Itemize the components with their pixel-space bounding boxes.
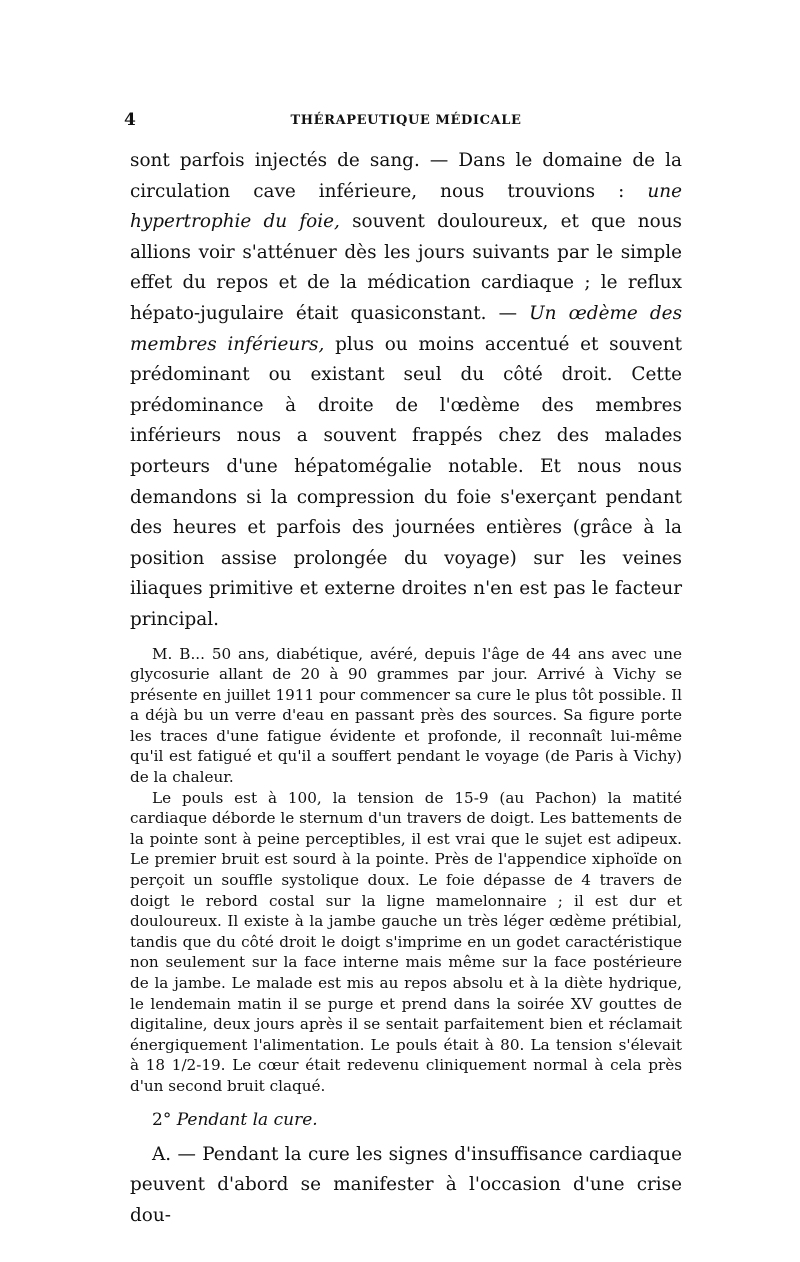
text-run: sont parfois injectés de sang. — Dans le domaine de la circulation cave inférieure, nous trouvions : (130, 150, 682, 202)
page-header (124, 110, 682, 136)
italic-phrase: une hypertrophie du foie, (130, 180, 682, 233)
text-run: souvent douloureux, et que nous allions voir s'atténuer dès les jours suivants par le simple effet du repos et de la médication cardiaque ; le reflux hépato-jugulaire était quasiconstant. — (130, 211, 682, 324)
text-run: plus ou moins accentué et souvent prédominant ou existant seul du côté droit. Cette prédominance à droite de l'œdème des membres inférieurs nous a souvent frappés chez des malades porteurs d'une hépatomégalie notable. Et nous nous demandons si la compression du foie s'exerçant pendant des heures et parfois des journées entières (grâce à la position assise prolongée du voyage) sur les veines iliaques primitive et externe droites n'en est pas le facteur principal. (130, 333, 682, 630)
italic-phrase: Un œdème des membres inférieurs, (130, 302, 683, 355)
page-number: 4 (124, 110, 136, 130)
body-paragraph (130, 146, 682, 636)
book-page (124, 110, 683, 1231)
case-report-paragraph: M. B... 50 ans, diabétique, avéré, depuis l'âge de 44 ans avec une glycosurie allant de 20 à 90 grammes par jour. Arrivé à Vichy se présente en juillet 1911 pour commencer sa cure le plus tôt possible. Il a déjà bu un verre d'eau en passant près des sources. Sa figure porte les traces d'une fatigue évidente et profonde, il reconnaît lui-même qu'il est fatigué et qu'il a souffert pendant le voyage (de Paris à Vichy) de la chaleur. (130, 644, 682, 787)
page-body (130, 146, 682, 1231)
running-title: THÉRAPEUTIQUE MÉDICALE (290, 113, 522, 128)
section-number: 2° (152, 1109, 172, 1130)
body-paragraph: A. — Pendant la cure les signes d'insuffisance cardiaque peuvent d'abord se manifester à l'occasion d'une crise dou- (130, 1143, 682, 1226)
case-report-paragraph: Le pouls est à 100, la tension de 15-9 (au Pachon) la matité cardiaque déborde le sternum d'un travers de doigt. Les battements de la pointe sont à peine perceptibles, il est vrai que le sujet est adipeux. Le premier bruit est sourd à la pointe. Près de l'appendice xiphoïde on perçoit un souffle systolique doux. Le foie dépasse de 4 travers de doigt le rebord costal sur la ligne mamelonnaire ; il est dur et douloureux. Il existe à la jambe gauche un très léger œdème prétibial, tandis que du côté droit le doigt s'imprime en un godet caractéristique non seulement sur la face interne mais même sur la face postérieure de la jambe. Le malade est mis au repos absolu et à la diète hydrique, le lendemain matin il se purge et prend dans la soirée XV gouttes de digitaline, deux jours après il se sentait parfaitement bien et réclamait énergiquement l'alimentation. Le pouls était à 80. La tension s'élevait à 18 1/2-19. Le cœur était redevenu cliniquement normal à cela près d'un second bruit claqué. (130, 788, 682, 1095)
section-title: Pendant la cure. (176, 1109, 318, 1130)
section-heading (130, 1106, 682, 1134)
